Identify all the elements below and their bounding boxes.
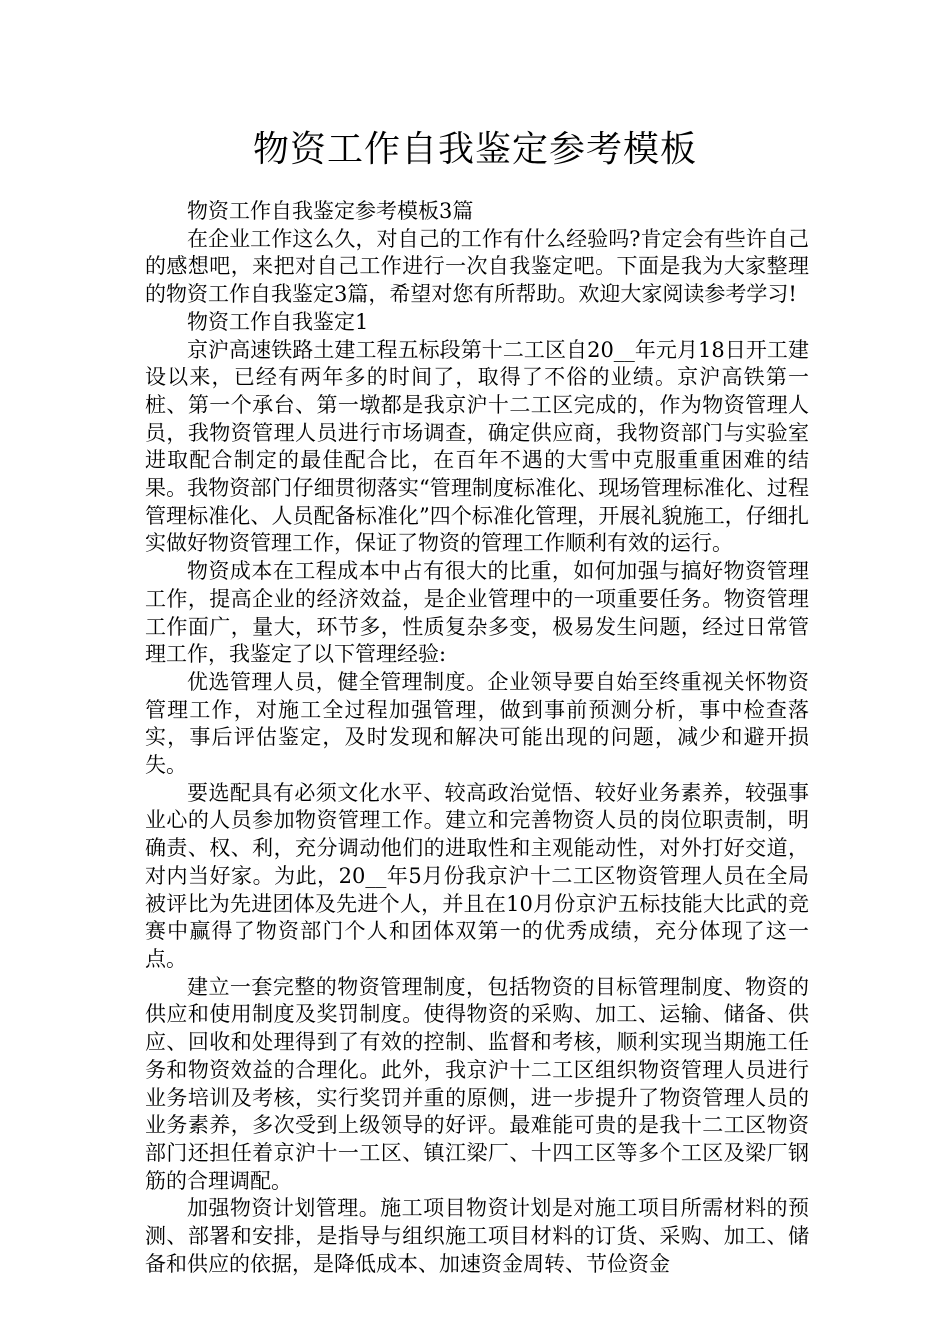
body-paragraph: 加强物资计划管理。施工项目物资计划是对施工项目所需材料的预测、部署和安排，是指导与组织施工项目材料的订货、采购、加工、储备和供应的依据，是降低成本、加速资金周转、节俭资金: [145, 1196, 809, 1276]
section-heading: 物资工作自我鉴定1: [187, 309, 369, 334]
body-paragraph: 优选管理人员，健全管理制度。企业领导要自始至终重视关怀物资管理工作，对施工全过程加强管理，做到事前预测分析，事中检查落实，事后评估鉴定，及时发现和解决可能出现的问题，减少和避开损失。: [145, 669, 809, 778]
intro-paragraph: 在企业工作这么久，对自己的工作有什么经验吗?肯定会有些许自己的感想吧，来把对自己工作进行一次自我鉴定吧。下面是我为大家整理的物资工作自我鉴定3篇，希望对您有所帮助。欢迎大家阅读参考学习!: [145, 226, 809, 307]
subtitle-paragraph: 物资工作自我鉴定参考模板3篇: [187, 199, 474, 223]
body-paragraph: 京沪高速铁路土建工程五标段第十二工区自20__年元月18日开工建设以来，已经有两年多的时间了，取得了不俗的业绩。京沪高铁第一桩、第一个承台、第一墩都是我京沪十二工区完成的，作为物资管理人员，我物资管理人员进行市场调查，确定供应商，我物资部门与实验室进取配合制定的最佳配合比，在百年不遇的大雪中克服重重困难的结果。我物资部门仔细贯彻落实“管理制度标准化、现场管理标准化、过程管理标准化、人员配备标准化”四个标准化管理，开展礼貌施工，仔细扎实做好物资管理工作，保证了物资的管理工作顺利有效的运行。: [145, 337, 809, 556]
body-paragraph: 物资成本在工程成本中占有很大的比重，如何加强与搞好物资管理工作，提高企业的经济效益，是企业管理中的一项重要任务。物资管理工作面广，量大，环节多，性质复杂多变，极易发生问题，经过日常管理工作，我鉴定了以下管理经验:: [145, 559, 809, 667]
body-paragraph: 建立一套完整的物资管理制度，包括物资的目标管理制度、物资的供应和使用制度及奖罚制度。使得物资的采购、加工、运输、储备、供应、回收和处理得到了有效的控制、监督和考核，顺利实现当期施工任务和物资效益的合理化。此外，我京沪十二工区组织物资管理人员进行业务培训及考核，实行奖罚并重的原侧，进一步提升了物资管理人员的业务素养，多次受到上级领导的好评。最难能可贵的是我十二工区物资部门还担任着京沪十一工区、镇江梁厂、十四工区等多个工区及梁厂钢筋的合理调配。: [145, 974, 809, 1193]
page-title: 物资工作自我鉴定参考模板: [252, 129, 697, 170]
body-paragraph: 要选配具有必须文化水平、较高政治觉悟、较好业务素养，较强事业心的人员参加物资管理工作。建立和完善物资人员的岗位职责制，明确责、权、利，充分调动他们的进取性和主观能动性，对外打好交道，对内当好家。为此，20__年5月份我京沪十二工区物资管理人员在全局被评比为先进团体及先进个人，并且在10月份京沪五标技能大比武的竞赛中赢得了物资部门个人和团体双第一的优秀成绩，充分体现了这一点。: [145, 780, 809, 971]
document-body: [145, 198, 809, 1278]
